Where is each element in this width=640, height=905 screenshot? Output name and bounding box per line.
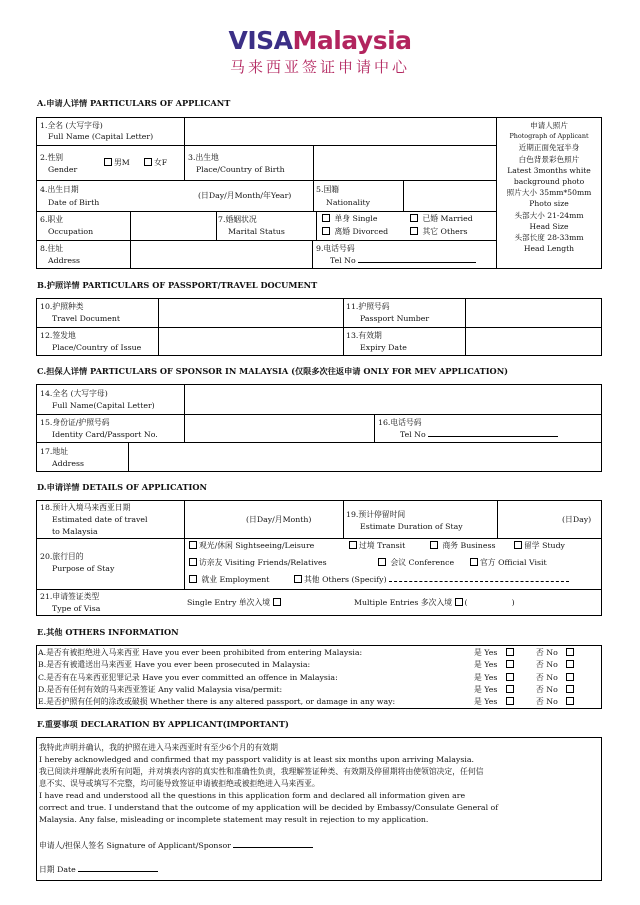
sponsor-id-label-cn: 15.身份证/护照号码: [40, 418, 110, 427]
nationality-label-cn: 5.国籍: [316, 185, 340, 194]
declaration-line-7: Malaysia. Any false, misleading or incomplete statement may result in rejection to my application.: [39, 815, 429, 824]
passport-no-label-en: Passport Number: [360, 314, 430, 323]
sightseeing-label: 观光/休闲 Sightseeing/Leisure: [199, 541, 315, 550]
married-label: 已婚 Married: [422, 214, 473, 223]
declaration-line-1: 我特此声明并确认，我的护照在进入马来西亚时有至少6个月的有效期: [39, 743, 278, 752]
visa-type-label-cn: 21.申请签证类型: [40, 592, 100, 601]
birthplace-label-cn: 3.出生地: [188, 153, 219, 162]
sponsor-tel-label-en: Tel No: [400, 430, 426, 439]
multiple-entry-open-paren: (: [464, 598, 468, 607]
photo-size-cn: 照片大小 35mm*50mm: [506, 188, 592, 198]
full-name-field[interactable]: [185, 118, 495, 144]
no-label: 否 No: [536, 660, 558, 669]
question-text: D.是否有任何有效的马来西亚签证 Any valid Malaysia visa/permit:: [38, 685, 283, 694]
single-entry-option[interactable]: [187, 597, 283, 609]
logo-visa-text: VISA: [228, 26, 293, 55]
logo-malaysia-text: Malaysia: [292, 26, 412, 55]
travel-date-label-en-2: to Malaysia: [52, 527, 98, 536]
transit-label: 过境 Transit: [359, 541, 406, 550]
purpose-label-en: Purpose of Stay: [52, 564, 115, 573]
travel-date-field[interactable]: (日Day/月Month): [246, 515, 312, 524]
signature-field[interactable]: [39, 840, 313, 851]
marital-label-cn: 7.婚姻状况: [218, 215, 257, 224]
signature-label: 申请人/担保人签名 Signature of Applicant/Sponsor: [39, 841, 231, 850]
no-label: 否 No: [536, 673, 558, 682]
married-checkbox[interactable]: [410, 214, 418, 222]
travel-doc-field[interactable]: [159, 299, 342, 326]
no-checkbox[interactable]: [566, 685, 574, 693]
sponsor-address-field[interactable]: [129, 443, 601, 471]
head-size-en: Head Size: [529, 221, 569, 231]
no-checkbox[interactable]: [566, 648, 574, 656]
section-f-title: F.重要事项 DECLARATION BY APPLICANT(IMPORTANT): [37, 719, 289, 729]
yes-option[interactable]: [474, 659, 516, 671]
question-text: B.是否有被遣送出马来西亚 Have you ever been prosecuted in Malaysia:: [38, 660, 311, 669]
purpose-conference-option[interactable]: [378, 557, 454, 569]
sponsor-address-label-en: Address: [52, 459, 84, 468]
birthplace-field[interactable]: [314, 146, 495, 179]
male-label: 男M: [114, 158, 130, 167]
issue-place-label-en: Place/Country of Issue: [52, 343, 142, 352]
purpose-others-checkbox[interactable]: [294, 575, 302, 583]
female-label: 女F: [154, 158, 168, 167]
yes-checkbox[interactable]: [506, 648, 514, 656]
occupation-label-en: Occupation: [48, 227, 94, 236]
marital-label-en: Marital Status: [228, 227, 285, 236]
yes-checkbox[interactable]: [506, 685, 514, 693]
conference-label: 会议 Conference: [390, 558, 455, 567]
sponsor-name-label-en: Full Name(Capital Letter): [52, 401, 155, 410]
yes-checkbox[interactable]: [506, 673, 514, 681]
no-checkbox[interactable]: [566, 697, 574, 705]
visiting-label: 访亲友 Visiting Friends/Relatives: [199, 558, 327, 567]
tel-label-en: Tel No: [330, 256, 356, 265]
business-checkbox[interactable]: [430, 541, 438, 549]
issue-place-field[interactable]: [159, 328, 342, 355]
multiple-entry-option[interactable]: [354, 597, 515, 609]
no-option[interactable]: [536, 647, 576, 659]
yes-label: 是 Yes: [474, 648, 498, 657]
tel-field[interactable]: [330, 255, 476, 267]
single-checkbox[interactable]: [322, 214, 330, 222]
other-info-row: [38, 672, 338, 684]
purpose-transit-option[interactable]: [349, 540, 405, 552]
section-d-title: D.申请详情 DETAILS OF APPLICATION: [37, 482, 207, 492]
nationality-field[interactable]: [404, 181, 495, 210]
marital-single-option[interactable]: [322, 213, 378, 225]
head-length-en: Head Length: [523, 244, 575, 254]
section-e-title: E.其他 OTHERS INFORMATION: [37, 627, 179, 637]
head-length-cn: 头部长度 28-33mm: [514, 233, 584, 243]
gender-label-en: Gender: [48, 165, 78, 174]
declaration-line-2: I hereby acknowledged and confirmed that my passport validity is at least six months upon arriving Malaysia.: [39, 755, 474, 764]
occupation-field[interactable]: [131, 212, 215, 239]
yes-label: 是 Yes: [474, 660, 498, 669]
transit-checkbox[interactable]: [349, 541, 357, 549]
marital-others-option[interactable]: [410, 226, 467, 238]
no-label: 否 No: [536, 685, 558, 694]
passport-no-label-cn: 11.护照号码: [346, 302, 390, 311]
address-label-en: Address: [48, 256, 80, 265]
sponsor-id-field[interactable]: [185, 415, 373, 441]
other-info-row: [38, 659, 310, 671]
multiple-entry-label: Multiple Entries 多次入境: [354, 598, 453, 607]
date-field[interactable]: [39, 864, 158, 875]
duration-label-en: Estimate Duration of Stay: [360, 522, 463, 531]
issue-place-label-cn: 12.签发地: [40, 331, 76, 340]
photo-title-cn: 申请人照片: [530, 121, 568, 130]
photo-note-1: 近期正面免冠半身: [518, 143, 580, 153]
photo-box: [497, 120, 601, 254]
visa-type-label-en: Type of Visa: [52, 604, 101, 613]
full-name-label-en: Full Name (Capital Letter): [48, 132, 154, 141]
purpose-official-option[interactable]: [470, 557, 547, 569]
business-label: 商务 Business: [442, 541, 496, 550]
nationality-label-en: Nationality: [326, 198, 370, 207]
official-checkbox[interactable]: [470, 558, 478, 566]
single-entry-checkbox[interactable]: [273, 598, 281, 606]
purpose-business-option[interactable]: [430, 540, 495, 552]
expiry-field[interactable]: [466, 328, 601, 355]
section-c-title: C.担保人详情 PARTICULARS OF SPONSOR IN MALAYSIA (仅限多次往返申请 ONLY FOR MEV APPLICATION): [37, 366, 509, 376]
divorced-label: 离婚 Divorced: [334, 227, 389, 236]
purpose-employment-option[interactable]: [189, 574, 269, 586]
no-label: 否 No: [536, 697, 558, 706]
no-checkbox[interactable]: [566, 673, 574, 681]
sponsor-name-field[interactable]: [185, 385, 601, 413]
yes-checkbox[interactable]: [506, 697, 514, 705]
gender-female-option[interactable]: [144, 157, 167, 169]
travel-doc-label-cn: 10.护照种类: [40, 302, 84, 311]
question-text: A.是否有被拒绝进入马来西亚 Have you ever been prohibited from entering Malaysia:: [38, 648, 363, 657]
no-label: 否 No: [536, 648, 558, 657]
purpose-others-option[interactable]: [294, 574, 569, 586]
purpose-label-cn: 20.旅行目的: [40, 552, 84, 561]
yes-label: 是 Yes: [474, 673, 498, 682]
female-checkbox[interactable]: [144, 158, 152, 166]
sponsor-id-label-en: Identity Card/Passport No.: [52, 430, 158, 439]
gender-male-option[interactable]: [104, 157, 130, 169]
occupation-label-cn: 6.职业: [40, 215, 64, 224]
travel-date-label-cn: 18.预计入境马来西亚日期: [40, 503, 131, 512]
travel-doc-label-en: Travel Document: [52, 314, 121, 323]
photo-size-en: Photo size: [529, 199, 569, 209]
male-checkbox[interactable]: [104, 158, 112, 166]
others-label: 其它 Others: [422, 227, 468, 236]
photo-title-en: Photograph of Applicant: [509, 132, 589, 141]
study-label: 留学 Study: [524, 541, 565, 550]
purpose-sightseeing-option[interactable]: [189, 540, 314, 552]
other-info-row: [38, 696, 395, 708]
employment-label: 就业 Employment: [201, 575, 270, 584]
single-label: 单身 Single: [334, 214, 378, 223]
other-info-row: [38, 684, 282, 696]
study-checkbox[interactable]: [514, 541, 522, 549]
purpose-others-label: 其他 Others (Specify): [304, 575, 387, 584]
no-checkbox[interactable]: [566, 660, 574, 668]
section-a-title: A.申请人详情 PARTICULARS OF APPLICANT: [37, 98, 231, 108]
declaration-line-5: I have read and understood all the questions in this application form and declared all information given are: [39, 791, 466, 800]
multiple-entry-checkbox[interactable]: [455, 598, 463, 606]
declaration-line-3: 我已阅读并理解此表所有问题，并对填表内容的真实性和准确性负责，我理解签证种类、有效期及停留期将由使领馆决定，任何信: [39, 767, 484, 776]
dob-label-cn: 4.出生日期: [40, 185, 79, 194]
employment-checkbox[interactable]: [189, 575, 197, 583]
multiple-entry-close-paren: ): [511, 598, 515, 607]
photo-note-3: Latest 3months white: [507, 165, 591, 175]
no-option[interactable]: [536, 696, 576, 708]
tel-label-cn: 9.电话号码: [316, 244, 355, 253]
visiting-checkbox[interactable]: [189, 558, 197, 566]
birthplace-label-en: Place/Country of Birth: [196, 165, 285, 174]
visa-malaysia-logo: [0, 26, 640, 77]
no-option[interactable]: [536, 659, 576, 671]
full-name-label-cn: 1.全名 (大写字母): [40, 121, 103, 130]
travel-date-label-en-1: Estimated date of travel: [52, 515, 148, 524]
head-size-cn: 头部大小 21-24mm: [514, 210, 584, 220]
duration-field[interactable]: (日Day): [562, 515, 592, 524]
no-option[interactable]: [536, 672, 576, 684]
passport-no-field[interactable]: [466, 299, 601, 326]
question-text: C.是否有在马来西亚犯罪记录 Have you ever committed an offence in Malaysia:: [38, 673, 338, 682]
question-text: E.是否护照有任何的涂改或破损 Whether there is any altered passport, or damage in any way:: [38, 697, 396, 706]
address-field[interactable]: [131, 241, 311, 268]
duration-label-cn: 19.预计停留时间: [346, 510, 406, 519]
sponsor-tel-field[interactable]: [400, 429, 558, 441]
declaration-line-6: correct and true. I understand that the outcome of my application will be decided by Embassy/Consulate General of: [39, 803, 499, 812]
yes-option[interactable]: [474, 684, 516, 696]
yes-checkbox[interactable]: [506, 660, 514, 668]
dob-format-hint[interactable]: (日Day/月Month/年Year): [198, 191, 292, 200]
sponsor-name-label-cn: 14.全名 (大写字母): [40, 389, 108, 398]
others-checkbox[interactable]: [410, 227, 418, 235]
dob-label-en: Date of Birth: [48, 198, 100, 207]
sponsor-address-label-cn: 17.地址: [40, 447, 68, 456]
date-label: 日期 Date: [39, 865, 76, 874]
expiry-label-en: Expiry Date: [360, 343, 407, 352]
divorced-checkbox[interactable]: [322, 227, 330, 235]
single-entry-label: Single Entry 单次入境: [187, 598, 271, 607]
photo-note-4: background photo: [513, 177, 585, 187]
sightseeing-checkbox[interactable]: [189, 541, 197, 549]
marital-married-option[interactable]: [410, 213, 473, 225]
purpose-study-option[interactable]: [514, 540, 565, 552]
photo-note-2: 白色背景彩色照片: [518, 154, 580, 164]
sponsor-tel-label-cn: 16.电话号码: [378, 418, 422, 427]
conference-checkbox[interactable]: [378, 558, 386, 566]
marital-divorced-option[interactable]: [322, 226, 388, 238]
yes-option[interactable]: [474, 696, 516, 708]
address-label-cn: 8.住址: [40, 244, 64, 253]
other-info-row: [38, 647, 362, 659]
yes-label: 是 Yes: [474, 685, 498, 694]
section-b-title: B.护照详情 PARTICULARS OF PASSPORT/TRAVEL DOCUMENT: [37, 280, 318, 290]
yes-option[interactable]: [474, 672, 516, 684]
expiry-label-cn: 13.有效期: [346, 331, 382, 340]
official-label: 官方 Official Visit: [480, 558, 547, 567]
logo-subtitle: 马来西亚签证申请中心: [229, 58, 410, 76]
declaration-line-4: 息不实、误导或填写不完整，均可能导致签证申请被拒绝或被拒绝进入马来西亚。: [39, 779, 320, 788]
gender-label-cn: 2.性别: [40, 153, 64, 162]
no-option[interactable]: [536, 684, 576, 696]
yes-option[interactable]: [474, 647, 516, 659]
purpose-visiting-option[interactable]: [189, 557, 327, 569]
yes-label: 是 Yes: [474, 697, 498, 706]
